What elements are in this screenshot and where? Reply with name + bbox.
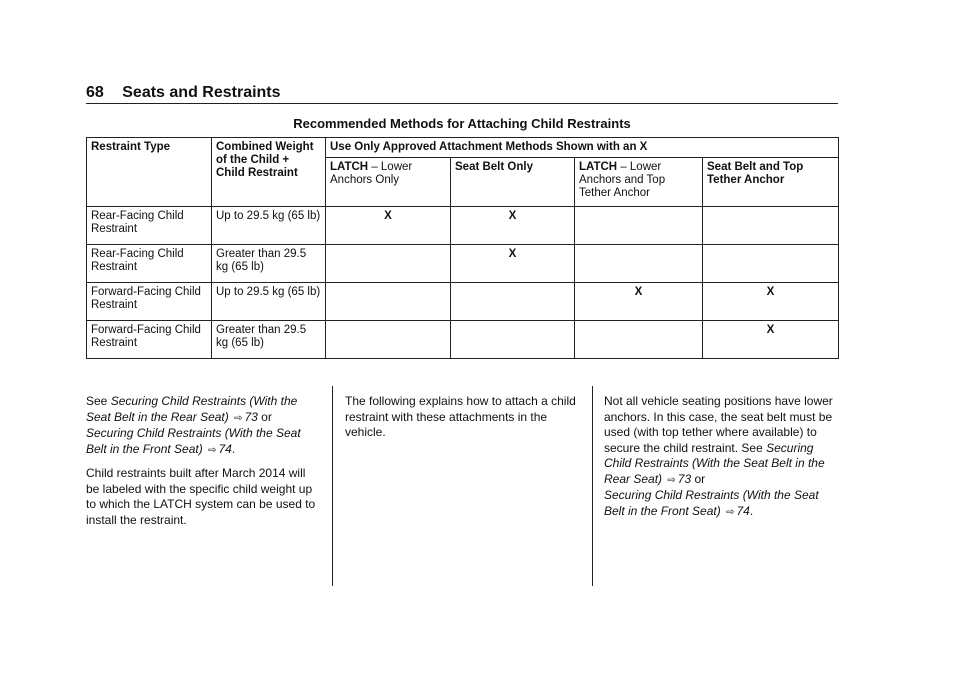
page-ref-number: 74 <box>218 441 232 456</box>
link-front-seat-restraints[interactable]: Securing Child Restraints (With the Seat Belt in the Front Seat) <box>86 426 301 456</box>
paragraph <box>604 394 840 520</box>
header-restraint-type: Restraint Type <box>87 138 212 207</box>
cell-mark <box>575 245 703 283</box>
link-rear-seat-restraints[interactable]: Securing Child Restraints (With the Seat Belt in the Rear Seat) <box>86 394 298 424</box>
table-row <box>87 283 839 321</box>
cell-mark: X <box>703 321 839 359</box>
page-header <box>86 84 281 102</box>
section-title: Seats and Restraints <box>122 84 281 101</box>
cell-weight: Greater than 29.5 kg (65 lb) <box>212 245 326 283</box>
text-or: or <box>691 471 706 486</box>
cell-mark <box>575 207 703 245</box>
table-title: Recommended Methods for Attaching Child Restraints <box>293 116 631 131</box>
header-method-seat-belt <box>451 158 575 207</box>
cell-mark <box>451 283 575 321</box>
cell-mark <box>575 321 703 359</box>
table-row <box>87 245 839 283</box>
text-column-2 <box>345 394 577 449</box>
header-methods-group: Use Only Approved Attachment Methods Shown with an X <box>326 138 839 158</box>
cell-mark <box>451 321 575 359</box>
cell-mark <box>703 207 839 245</box>
page-ref-number: 73 <box>677 471 692 486</box>
table-row <box>87 321 839 359</box>
cell-restraint-type: Forward-Facing Child Restraint <box>87 283 212 321</box>
header-method-latch-tether <box>575 158 703 207</box>
page-reference-arrow-icon: ⇨ <box>667 474 676 486</box>
page-reference-arrow-icon: ⇨ <box>208 444 217 456</box>
cell-restraint-type: Rear-Facing Child Restraint <box>87 245 212 283</box>
text-period: . <box>749 503 754 518</box>
cell-restraint-type: Rear-Facing Child Restraint <box>87 207 212 245</box>
cell-mark <box>703 245 839 283</box>
cell-weight: Up to 29.5 kg (65 lb) <box>212 283 326 321</box>
header-method-rest: – Lower Anchors Only <box>330 161 413 186</box>
cell-mark: X <box>326 207 451 245</box>
cell-mark: X <box>575 283 703 321</box>
cell-mark <box>326 321 451 359</box>
column-divider <box>592 386 593 586</box>
page-reference-arrow-icon: ⇨ <box>726 506 735 518</box>
text-column-3 <box>604 394 840 528</box>
header-method-bold: LATCH <box>330 161 369 173</box>
cell-weight: Greater than 29.5 kg (65 lb) <box>212 321 326 359</box>
page-ref-number: 74 <box>736 503 750 518</box>
cell-restraint-type: Forward-Facing Child Restraint <box>87 321 212 359</box>
link-rear-seat-restraints[interactable]: Securing Child Restraints (With the Seat Belt in the Rear Seat) <box>604 440 825 486</box>
header-combined-weight: Combined Weight of the Child + Child Restraint <box>212 138 326 207</box>
cell-mark: X <box>451 245 575 283</box>
text-or: or <box>257 409 272 424</box>
page-number: 68 <box>86 84 104 101</box>
paragraph: The following explains how to attach a child restraint with these attachments in the vehicle. <box>345 394 576 439</box>
header-method-latch-lower <box>326 158 451 207</box>
text-body: Not all vehicle seating positions have lower anchors. In this case, the seat belt must be used (with top tether where available) to secure the child restraint. See <box>604 394 833 455</box>
text-period: . <box>231 441 236 456</box>
paragraph <box>86 394 318 458</box>
header-method-bold: LATCH <box>579 161 618 173</box>
text-see: See <box>86 394 111 408</box>
page-reference-arrow-icon: ⇨ <box>234 412 243 424</box>
link-front-seat-restraints[interactable]: Securing Child Restraints (With the Seat Belt in the Front Seat) <box>604 488 819 518</box>
header-row-top <box>87 138 839 158</box>
paragraph: Child restraints built after March 2014 will be labeled with the specific child weight up to which the LATCH system can be used to install the restraint. <box>86 466 316 527</box>
cell-mark: X <box>703 283 839 321</box>
header-method-bold: Seat Belt Only <box>455 161 533 173</box>
table-row <box>87 207 839 245</box>
column-divider <box>332 386 333 586</box>
page-ref-number: 73 <box>244 409 258 424</box>
text-column-1 <box>86 394 318 536</box>
cell-weight: Up to 29.5 kg (65 lb) <box>212 207 326 245</box>
cell-mark <box>326 283 451 321</box>
header-method-rest: – Lower Anchors and Top Tether Anchor <box>579 161 666 199</box>
header-rule <box>86 103 838 104</box>
child-restraint-table <box>86 137 839 359</box>
header-method-bold: Seat Belt and Top Tether Anchor <box>707 161 804 186</box>
cell-mark <box>326 245 451 283</box>
cell-mark: X <box>451 207 575 245</box>
header-method-belt-tether <box>703 158 839 207</box>
